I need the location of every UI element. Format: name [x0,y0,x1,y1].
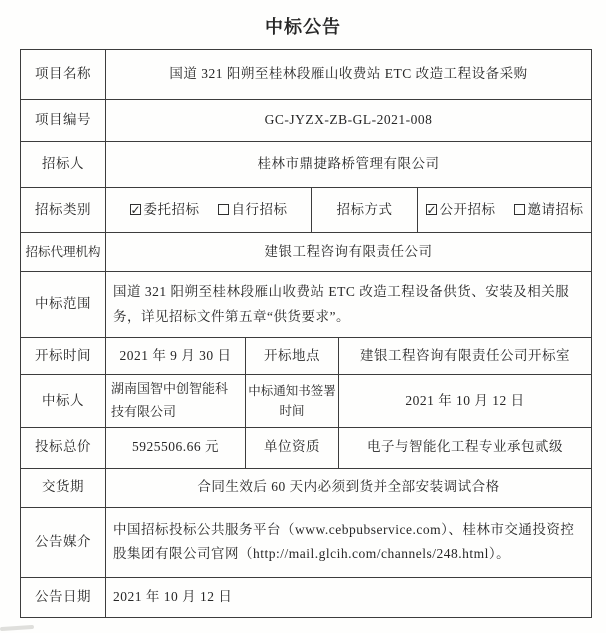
checkbox-checked-icon [130,204,141,215]
agency-label: 招标代理机构 [21,233,106,271]
checkbox-unchecked-icon [514,204,525,215]
tender-category-options [106,188,312,232]
qualification-value: 电子与智能化工程专业承包贰级 [367,439,563,455]
row-project-name [21,50,591,100]
opening-time-value: 2021 年 9 月 30 日 [106,338,246,374]
scan-artifact [0,625,34,631]
project-number-label: 项目编号 [21,100,106,141]
project-name-value: 国道 321 阳朔至桂林段雁山收费站 ETC 改造工程设备采购 [169,66,528,82]
opening-time-label: 开标时间 [21,338,106,374]
tenderer-value: 桂林市鼎捷路桥管理有限公司 [257,156,440,172]
row-announce-date [21,578,591,617]
row-tenderer [21,142,591,188]
row-project-number [21,100,591,142]
option-entrusted-tender [130,198,200,222]
notice-sign-time-label: 中标通知书签署时间 [246,375,339,427]
project-name-label: 项目名称 [21,50,106,99]
row-agency [21,233,591,272]
tender-category-label: 招标类别 [21,188,106,232]
row-bid-price [21,428,591,469]
option-open-tender [426,198,496,222]
option-label: 自行招标 [231,201,288,217]
row-delivery [21,469,591,508]
announce-date-value: 2021 年 10 月 12 日 [113,588,233,604]
option-label: 邀请招标 [527,201,584,217]
delivery-value: 合同生效后 60 天内必须到货并全部安装调试合格 [197,479,500,495]
checkbox-checked-icon [426,204,437,215]
announce-date-label: 公告日期 [21,578,106,617]
scope-label: 中标范围 [21,272,106,337]
notice-sign-time-value: 2021 年 10 月 12 日 [405,392,525,408]
bid-announcement-table [20,49,592,618]
scope-value: 国道 321 阳朔至桂林段雁山收费站 ETC 改造工程设备供货、安装及相关服务，详见招标文件第五章“供货要求”。 [113,284,570,324]
winner-value: 湖南国智中创智能科技有限公司 [106,375,246,427]
delivery-label: 交货期 [21,469,106,507]
qualification-label: 单位资质 [246,428,339,468]
project-number-value: GC-JYZX-ZB-GL-2021-008 [264,112,433,128]
media-label: 公告媒介 [21,508,106,577]
row-winner [21,375,591,428]
bid-price-value: 5925506.66 元 [106,428,246,468]
option-invited-tender [514,198,584,222]
checkbox-unchecked-icon [218,204,229,215]
tender-method-label: 招标方式 [312,188,418,232]
row-tender-category [21,188,591,233]
tender-method-options [418,188,591,232]
row-scope [21,272,591,338]
media-value: 中国招标投标公共服务平台（www.cebpubservice.com）、桂林市交通投资控股集团有限公司官网（http://mail.glcih.com/channels/248.html）。 [113,521,575,561]
opening-place-label: 开标地点 [246,338,339,374]
tenderer-label: 招标人 [21,142,106,187]
agency-value: 建银工程咨询有限责任公司 [264,243,433,259]
winner-label: 中标人 [21,375,106,427]
option-label: 委托招标 [143,201,200,217]
option-label: 公开招标 [439,201,496,217]
row-bid-opening [21,338,591,375]
opening-place-value: 建银工程咨询有限责任公司开标室 [360,347,570,363]
bid-price-label: 投标总价 [21,428,106,468]
page-title: 中标公告 [265,17,341,37]
option-self-tender [218,198,288,222]
row-media [21,508,591,578]
